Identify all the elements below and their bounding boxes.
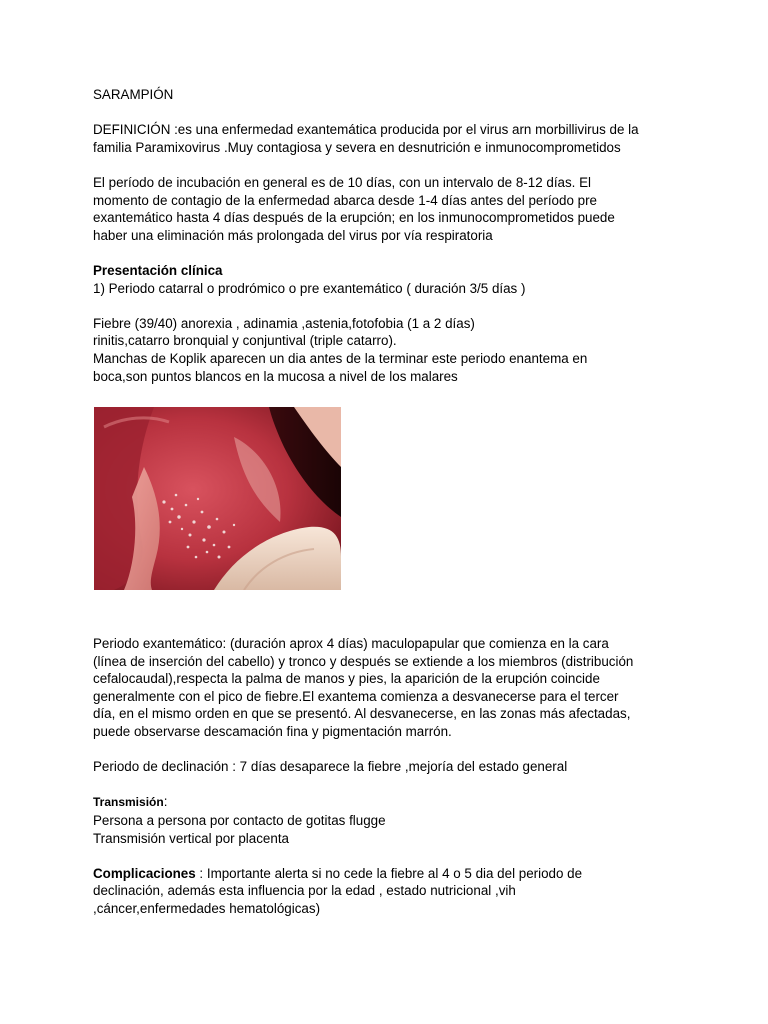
incubation-line-2: momento de contagio de la enfermedad abarca desde 1-4 días antes del período pre xyxy=(93,192,597,208)
definition-line-2: familia Paramixovirus .Muy contagiosa y severa en desnutrición e inmunocomprometidos xyxy=(93,139,621,155)
complications-line-3: ,cáncer,enfermedades hematológicas) xyxy=(93,901,321,916)
complications-heading: Complicaciones xyxy=(93,865,196,881)
period-1-line: 1) Periodo catarral o prodrómico o pre exantemático ( duración 3/5 días ) xyxy=(93,280,526,296)
transmission-heading: Transmisión xyxy=(93,795,164,810)
document-title: SARAMPIÓN xyxy=(93,87,174,102)
symptoms-line-4: boca,son puntos blancos en la mucosa a nivel de los malares xyxy=(93,368,458,384)
exanthematic-line-2: (línea de inserción del cabello) y tronco y después se extiende a los miembros (distribución xyxy=(93,653,634,669)
symptoms-line-3: Manchas de Koplik aparecen un dia antes de la terminar este periodo enantema en xyxy=(93,350,588,366)
complications-line-2: declinación, además esta influencia por la edad , estado nutricional ,vih xyxy=(93,883,516,899)
transmission-line-1: Persona a persona por contacto de gotitas flugge xyxy=(93,813,386,829)
symptoms-line-2: rinitis,catarro bronquial y conjuntival (triple catarro). xyxy=(93,333,397,349)
exanthematic-line-6: puede observarse descamación fina y pigmentación marrón. xyxy=(93,724,452,740)
complications-first-line xyxy=(93,865,683,883)
definition-line-1: DEFINICIÓN :es una enfermedad exantemática producida por el virus arn morbillivirus de la xyxy=(93,122,639,138)
exanthematic-line-1: Periodo exantemático: (duración aprox 4 días) maculopapular que comienza en la cara xyxy=(93,636,609,652)
incubation-line-4: haber una eliminación más prolongada del virus por vía respiratoria xyxy=(93,227,493,243)
declination-line: Periodo de declinación : 7 días desaparece la fiebre ,mejoría del estado general xyxy=(93,759,568,775)
incubation-line-1: El período de incubación en general es de 10 días, con un intervalo de 8-12 días. El xyxy=(93,174,592,190)
koplik-spots-photo xyxy=(94,407,341,590)
transmission-heading-line xyxy=(93,793,683,812)
symptoms-line-1: Fiebre (39/40) anorexia , adinamia ,astenia,fotofobia (1 a 2 días) xyxy=(93,315,475,331)
exanthematic-line-4: generalmente con el pico de fiebre.El exantema comienza a desvanecerse para el tercer xyxy=(93,688,619,704)
transmission-colon: : xyxy=(163,794,168,810)
complications-first-rest: : Importante alerta si no cede la fiebre al 4 o 5 dia del periodo de xyxy=(195,865,583,881)
transmission-line-2: Transmisión vertical por placenta xyxy=(93,830,289,846)
document-body xyxy=(93,86,683,918)
exanthematic-line-3: cefalocaudal),respecta la palma de manos y pies, la aparición de la erupción coincide xyxy=(93,671,600,687)
exanthematic-line-5: día, en el mismo orden en que se presentó. Al desvanecerse, en las zonas más afectadas, xyxy=(93,706,631,722)
clinical-heading: Presentación clínica xyxy=(93,262,223,278)
incubation-line-3: exantemático hasta 4 días después de la erupción; en los inmunocomprometidos puede xyxy=(93,210,615,226)
